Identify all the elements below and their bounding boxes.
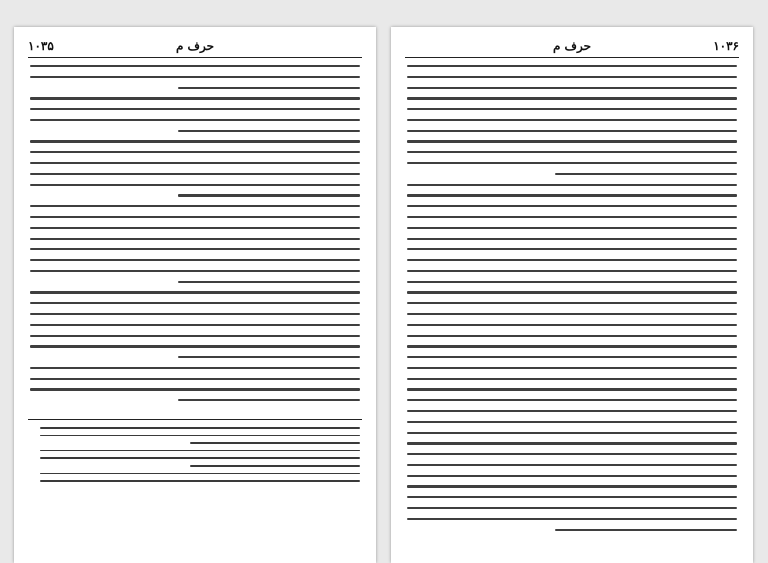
footnotes xyxy=(30,427,360,488)
text-line xyxy=(407,97,737,99)
text-line xyxy=(407,259,737,261)
text-line xyxy=(30,367,360,369)
text-line xyxy=(407,108,737,110)
text-line xyxy=(555,173,737,175)
footnote-line xyxy=(40,473,360,475)
text-line xyxy=(30,270,360,272)
page-header xyxy=(405,39,739,55)
text-line xyxy=(407,291,737,293)
text-line xyxy=(30,248,360,250)
text-line xyxy=(407,87,737,89)
text-line xyxy=(407,162,737,164)
text-line xyxy=(30,184,360,186)
text-line xyxy=(407,194,737,196)
text-line xyxy=(30,259,360,261)
text-line xyxy=(30,173,360,175)
text-line xyxy=(30,151,360,153)
body-text xyxy=(407,65,737,539)
text-line xyxy=(407,248,737,250)
text-line xyxy=(30,140,360,142)
text-line xyxy=(407,453,737,455)
footnote-line xyxy=(40,435,360,437)
footnote-line xyxy=(40,480,360,482)
header-rule xyxy=(405,57,739,58)
text-line xyxy=(30,227,360,229)
text-line xyxy=(407,302,737,304)
text-line xyxy=(407,518,737,520)
text-line xyxy=(30,108,360,110)
text-line xyxy=(30,205,360,207)
text-line xyxy=(407,65,737,67)
text-line xyxy=(407,507,737,509)
text-line xyxy=(407,140,737,142)
text-line xyxy=(30,313,360,315)
text-line xyxy=(407,399,737,401)
text-line xyxy=(407,324,737,326)
footnote-line xyxy=(40,450,360,452)
text-line xyxy=(407,313,737,315)
footnote-line xyxy=(40,427,360,429)
text-line xyxy=(30,324,360,326)
book-page-right xyxy=(391,27,753,563)
text-line xyxy=(178,281,360,283)
footnote-line xyxy=(190,465,360,467)
footnote-rule xyxy=(28,419,362,420)
text-line xyxy=(30,335,360,337)
text-line xyxy=(407,238,737,240)
text-line xyxy=(407,281,737,283)
text-line xyxy=(407,227,737,229)
book-page-left xyxy=(14,27,376,563)
text-line xyxy=(407,432,737,434)
text-line xyxy=(407,442,737,444)
text-line xyxy=(555,529,737,531)
text-line xyxy=(30,216,360,218)
text-line xyxy=(30,345,360,347)
text-line xyxy=(407,388,737,390)
text-line xyxy=(178,130,360,132)
page-header xyxy=(28,39,362,55)
running-head: حرف م xyxy=(552,39,592,53)
text-line xyxy=(407,76,737,78)
text-line xyxy=(178,194,360,196)
text-line xyxy=(407,345,737,347)
text-line xyxy=(407,335,737,337)
text-line xyxy=(30,76,360,78)
text-line xyxy=(30,291,360,293)
running-head: حرف م xyxy=(175,39,215,53)
text-line xyxy=(407,464,737,466)
text-line xyxy=(407,270,737,272)
text-line xyxy=(407,410,737,412)
text-line xyxy=(30,119,360,121)
text-line xyxy=(30,378,360,380)
text-line xyxy=(407,184,737,186)
text-line xyxy=(178,356,360,358)
text-line xyxy=(407,205,737,207)
text-line xyxy=(407,356,737,358)
text-line xyxy=(30,238,360,240)
text-line xyxy=(30,302,360,304)
page-number: ۱۰۳۶ xyxy=(713,39,739,53)
text-line xyxy=(30,97,360,99)
text-line xyxy=(30,388,360,390)
text-line xyxy=(407,130,737,132)
text-line xyxy=(407,496,737,498)
text-line xyxy=(407,485,737,487)
body-text xyxy=(30,65,360,410)
text-line xyxy=(178,399,360,401)
text-line xyxy=(407,421,737,423)
text-line xyxy=(407,475,737,477)
header-rule xyxy=(28,57,362,58)
text-line xyxy=(407,119,737,121)
text-line xyxy=(30,162,360,164)
text-line xyxy=(178,87,360,89)
text-line xyxy=(407,151,737,153)
text-line xyxy=(407,378,737,380)
text-line xyxy=(30,65,360,67)
footnote-line xyxy=(40,457,360,459)
text-line xyxy=(407,216,737,218)
footnote-line xyxy=(190,442,360,444)
text-line xyxy=(407,367,737,369)
page-number: ۱۰۳۵ xyxy=(28,39,54,53)
